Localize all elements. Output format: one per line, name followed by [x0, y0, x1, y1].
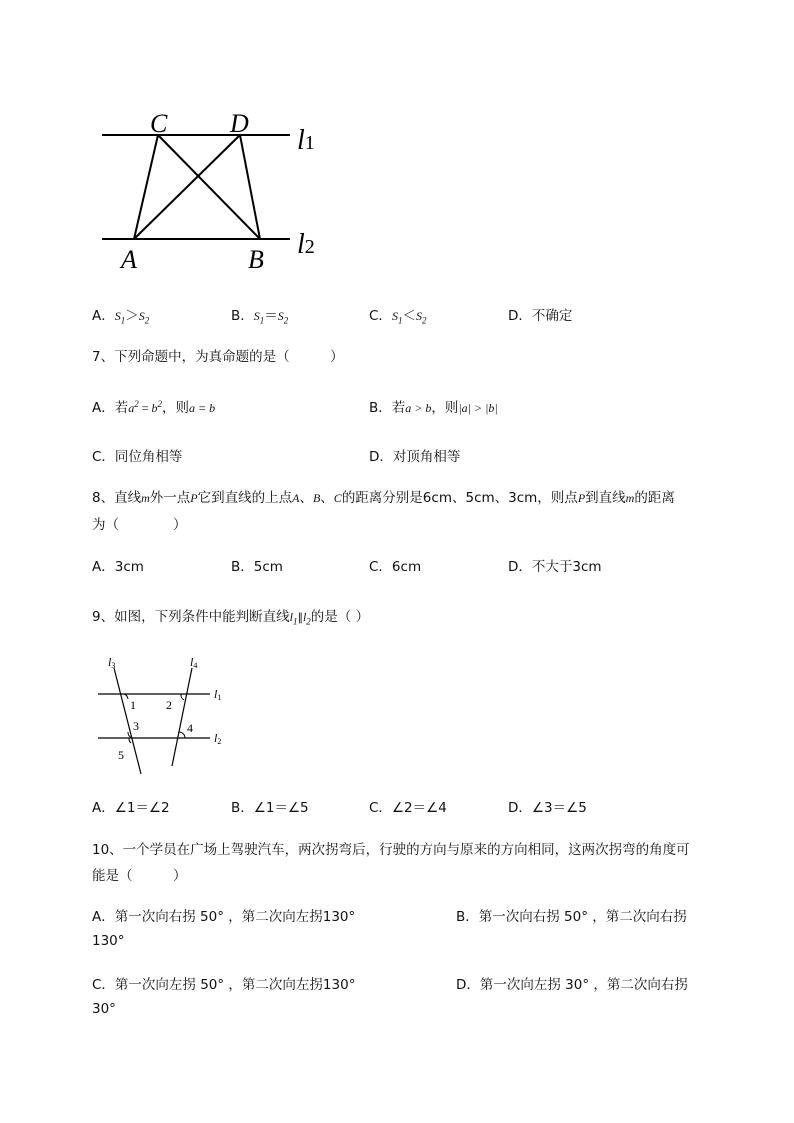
option-label: A． [92, 308, 115, 324]
q9-option-a[interactable]: A．∠1＝∠2 [92, 800, 170, 816]
label-l1: l1 [214, 687, 222, 702]
s1: $S_1$ [253, 309, 265, 326]
q8-option-d[interactable]: D．不大于3cm [508, 559, 602, 575]
q10-stem-line2: 能是（ ） [92, 868, 187, 884]
q7-option-d[interactable]: D．对顶角相等 [369, 449, 461, 465]
line-l4 [172, 668, 192, 766]
option-label: B．若 [369, 400, 406, 416]
s1: $S_1$ [391, 309, 403, 326]
option-label: C． [369, 308, 392, 324]
s2: $S_2$ [415, 309, 427, 326]
q8-stem-line2: 为（ ） [92, 517, 187, 533]
q10-option-c[interactable]: C．第一次向左拐 50° ，第二次向左拐130° [92, 977, 356, 993]
q10-option-d-wrap: 30° [92, 1001, 116, 1017]
relation: ＜ [402, 308, 416, 324]
q9-option-b[interactable]: B．∠1＝∠5 [231, 800, 309, 816]
angle-arc-4 [179, 732, 185, 738]
q9-stem: 9、如图，下列条件中能判断直线$l_1\parallel l_2$的是（ ） [92, 609, 370, 627]
q10-option-b-wrap: 130° [92, 933, 125, 949]
expr-a-eq-b: a = b [189, 401, 216, 415]
label-l3: l3 [108, 655, 116, 670]
q10-option-a[interactable]: A．第一次向右拐 50° ，第二次向左拐130° [92, 909, 356, 925]
relation: ＞ [125, 308, 139, 324]
segment-BD [240, 135, 260, 239]
q7-option-b[interactable] [369, 396, 498, 416]
q10-option-b[interactable] [456, 905, 687, 925]
line-label-l2: l2 [297, 229, 315, 260]
expr-a-gt-b: a > b [405, 401, 432, 415]
point-label-C: C [150, 109, 168, 138]
angle-arc-5 [129, 738, 131, 743]
q7-stem: 7、下列命题中，为真命题的是（ ） [92, 349, 344, 365]
line-label-l1: l1 [297, 125, 315, 156]
q6-option-c[interactable] [369, 304, 426, 325]
segment-AC [134, 135, 158, 239]
q8-option-b[interactable]: B．5cm [231, 559, 283, 575]
angle-label-3: 3 [133, 719, 139, 733]
expr-abs: |a| > |b| [458, 401, 498, 415]
angle-arc-2 [181, 694, 184, 700]
point-label-B: B [248, 245, 264, 274]
figure-four-lines-angles [92, 650, 242, 780]
option-label: B． [231, 308, 254, 324]
q8-option-c[interactable]: C．6cm [369, 559, 422, 575]
q9-option-c[interactable]: C．∠2＝∠4 [369, 800, 447, 816]
angle-label-4: 4 [187, 721, 193, 735]
q10-option-d[interactable] [456, 973, 688, 993]
label-l4: l4 [190, 655, 198, 670]
q6-option-b[interactable] [231, 304, 288, 325]
point-label-A: A [121, 245, 137, 274]
segment-BC [158, 135, 260, 239]
s2: $S_2$ [138, 309, 150, 326]
q8-stem-line1: 8、直线m外一点P它到直线的上点A、B、C的距离分别是6cm、5cm、3cm，则点P到直线m的距离 [92, 490, 675, 506]
q10-stem-line1: 10、一个学员在广场上驾驶汽车，两次拐弯后，行驶的方向与原来的方向相同，这两次拐弯的角度可 [92, 842, 690, 858]
text: ，则 [162, 400, 190, 416]
segment-AD [134, 135, 240, 239]
relation: ＝ [264, 308, 278, 324]
text: ，则 [431, 400, 459, 416]
figure-parallel-lines-trapezoid [90, 105, 340, 280]
angle-arc-1 [124, 694, 128, 699]
angle-label-2: 2 [166, 698, 172, 712]
q7-option-a[interactable] [92, 396, 215, 416]
label-l2: l2 [214, 731, 222, 746]
angle-label-1: 1 [130, 698, 136, 712]
q6-option-a[interactable] [92, 304, 149, 325]
expr-a2: $a^2 = b^2$ [128, 399, 163, 415]
q7-option-c[interactable]: C．同位角相等 [92, 449, 183, 465]
angle-label-5: 5 [118, 748, 124, 762]
q8-option-a[interactable]: A．3cm [92, 559, 144, 575]
option-b-text: B．第一次向右拐 50° ，第二次向右拐 [456, 909, 687, 925]
q6-option-d[interactable]: D．不确定 [508, 308, 573, 324]
s1: $S_1$ [114, 309, 126, 326]
option-d-text: D．第一次向左拐 30° ，第二次向右拐 [456, 977, 688, 993]
s2: $S_2$ [277, 309, 289, 326]
point-label-D: D [230, 109, 249, 138]
q9-option-d[interactable]: D．∠3＝∠5 [508, 800, 587, 816]
option-label: A．若 [92, 400, 129, 416]
